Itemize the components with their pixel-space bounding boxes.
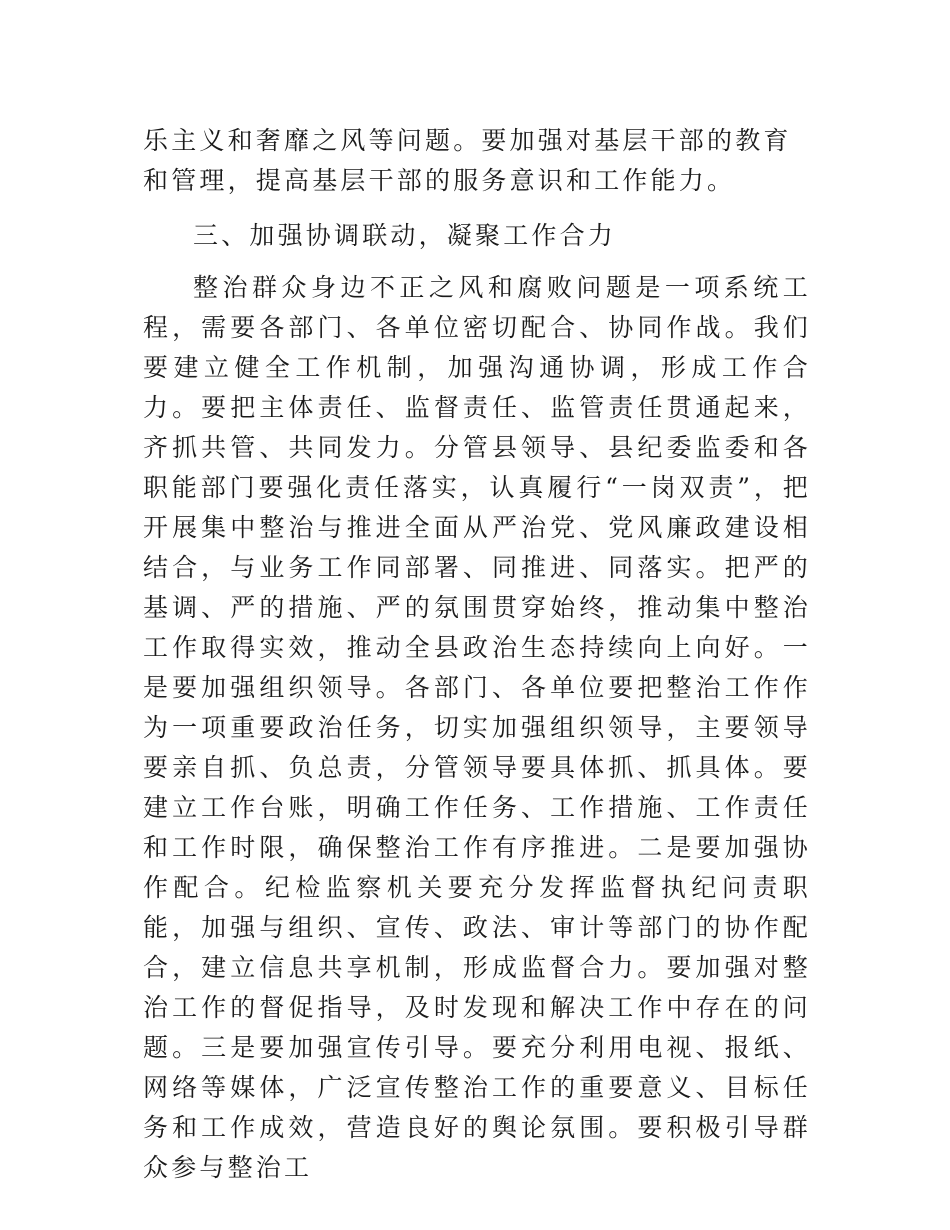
section-heading-text: 三、加强协调联动，凝聚工作合力 [193, 221, 617, 250]
continuation-paragraph [143, 121, 811, 201]
body-paragraph-text: 整治群众身边不正之风和腐败问题是一项系统工程，需要各部门、各单位密切配合、协同作战。我们要建立健全工作机制，加强沟通协调，形成工作合力。要把主体责任、监督责任、监管责任贯通起来，齐抓共管、共同发力。分管县领导、县纪委监委和各职能部门要强化责任落实，认真履行“一岗双责”，把开展集中整治与推进全面从严治党、党风廉政建设相结合，与业务工作同部署、同推进、同落实。把严的基调、严的措施、严的氛围贯穿始终，推动集中整治工作取得实效，推动全县政治生态持续向上向好。一是要加强组织领导。各部门、各单位要把整治工作作为一项重要政治任务，切实加强组织领导，主要领导要亲自抓、负总责，分管领导要具体抓、抓具体。要建立工作台账，明确工作任务、工作措施、工作责任和工作时限，确保整治工作有序推进。二是要加强协作配合。纪检监察机关要充分发挥监督执纪问责职能，加强与组织、宣传、政法、审计等部门的协作配合，建立信息共享机制，形成监督合力。要加强对整治工作的督促指导，及时发现和解决工作中存在的问题。三是要加强宣传引导。要充分利用电视、报纸、网络等媒体，广泛宣传整治工作的重要意义、目标任务和工作成效，营造良好的舆论氛围。要积极引导群众参与整治工 [143, 273, 811, 1182]
section-heading [143, 216, 811, 256]
continuation-text: 乐主义和奢靡之风等问题。要加强对基层干部的教育和管理，提高基层干部的服务意识和工作能力。 [143, 126, 792, 195]
body-paragraph [143, 268, 811, 1188]
